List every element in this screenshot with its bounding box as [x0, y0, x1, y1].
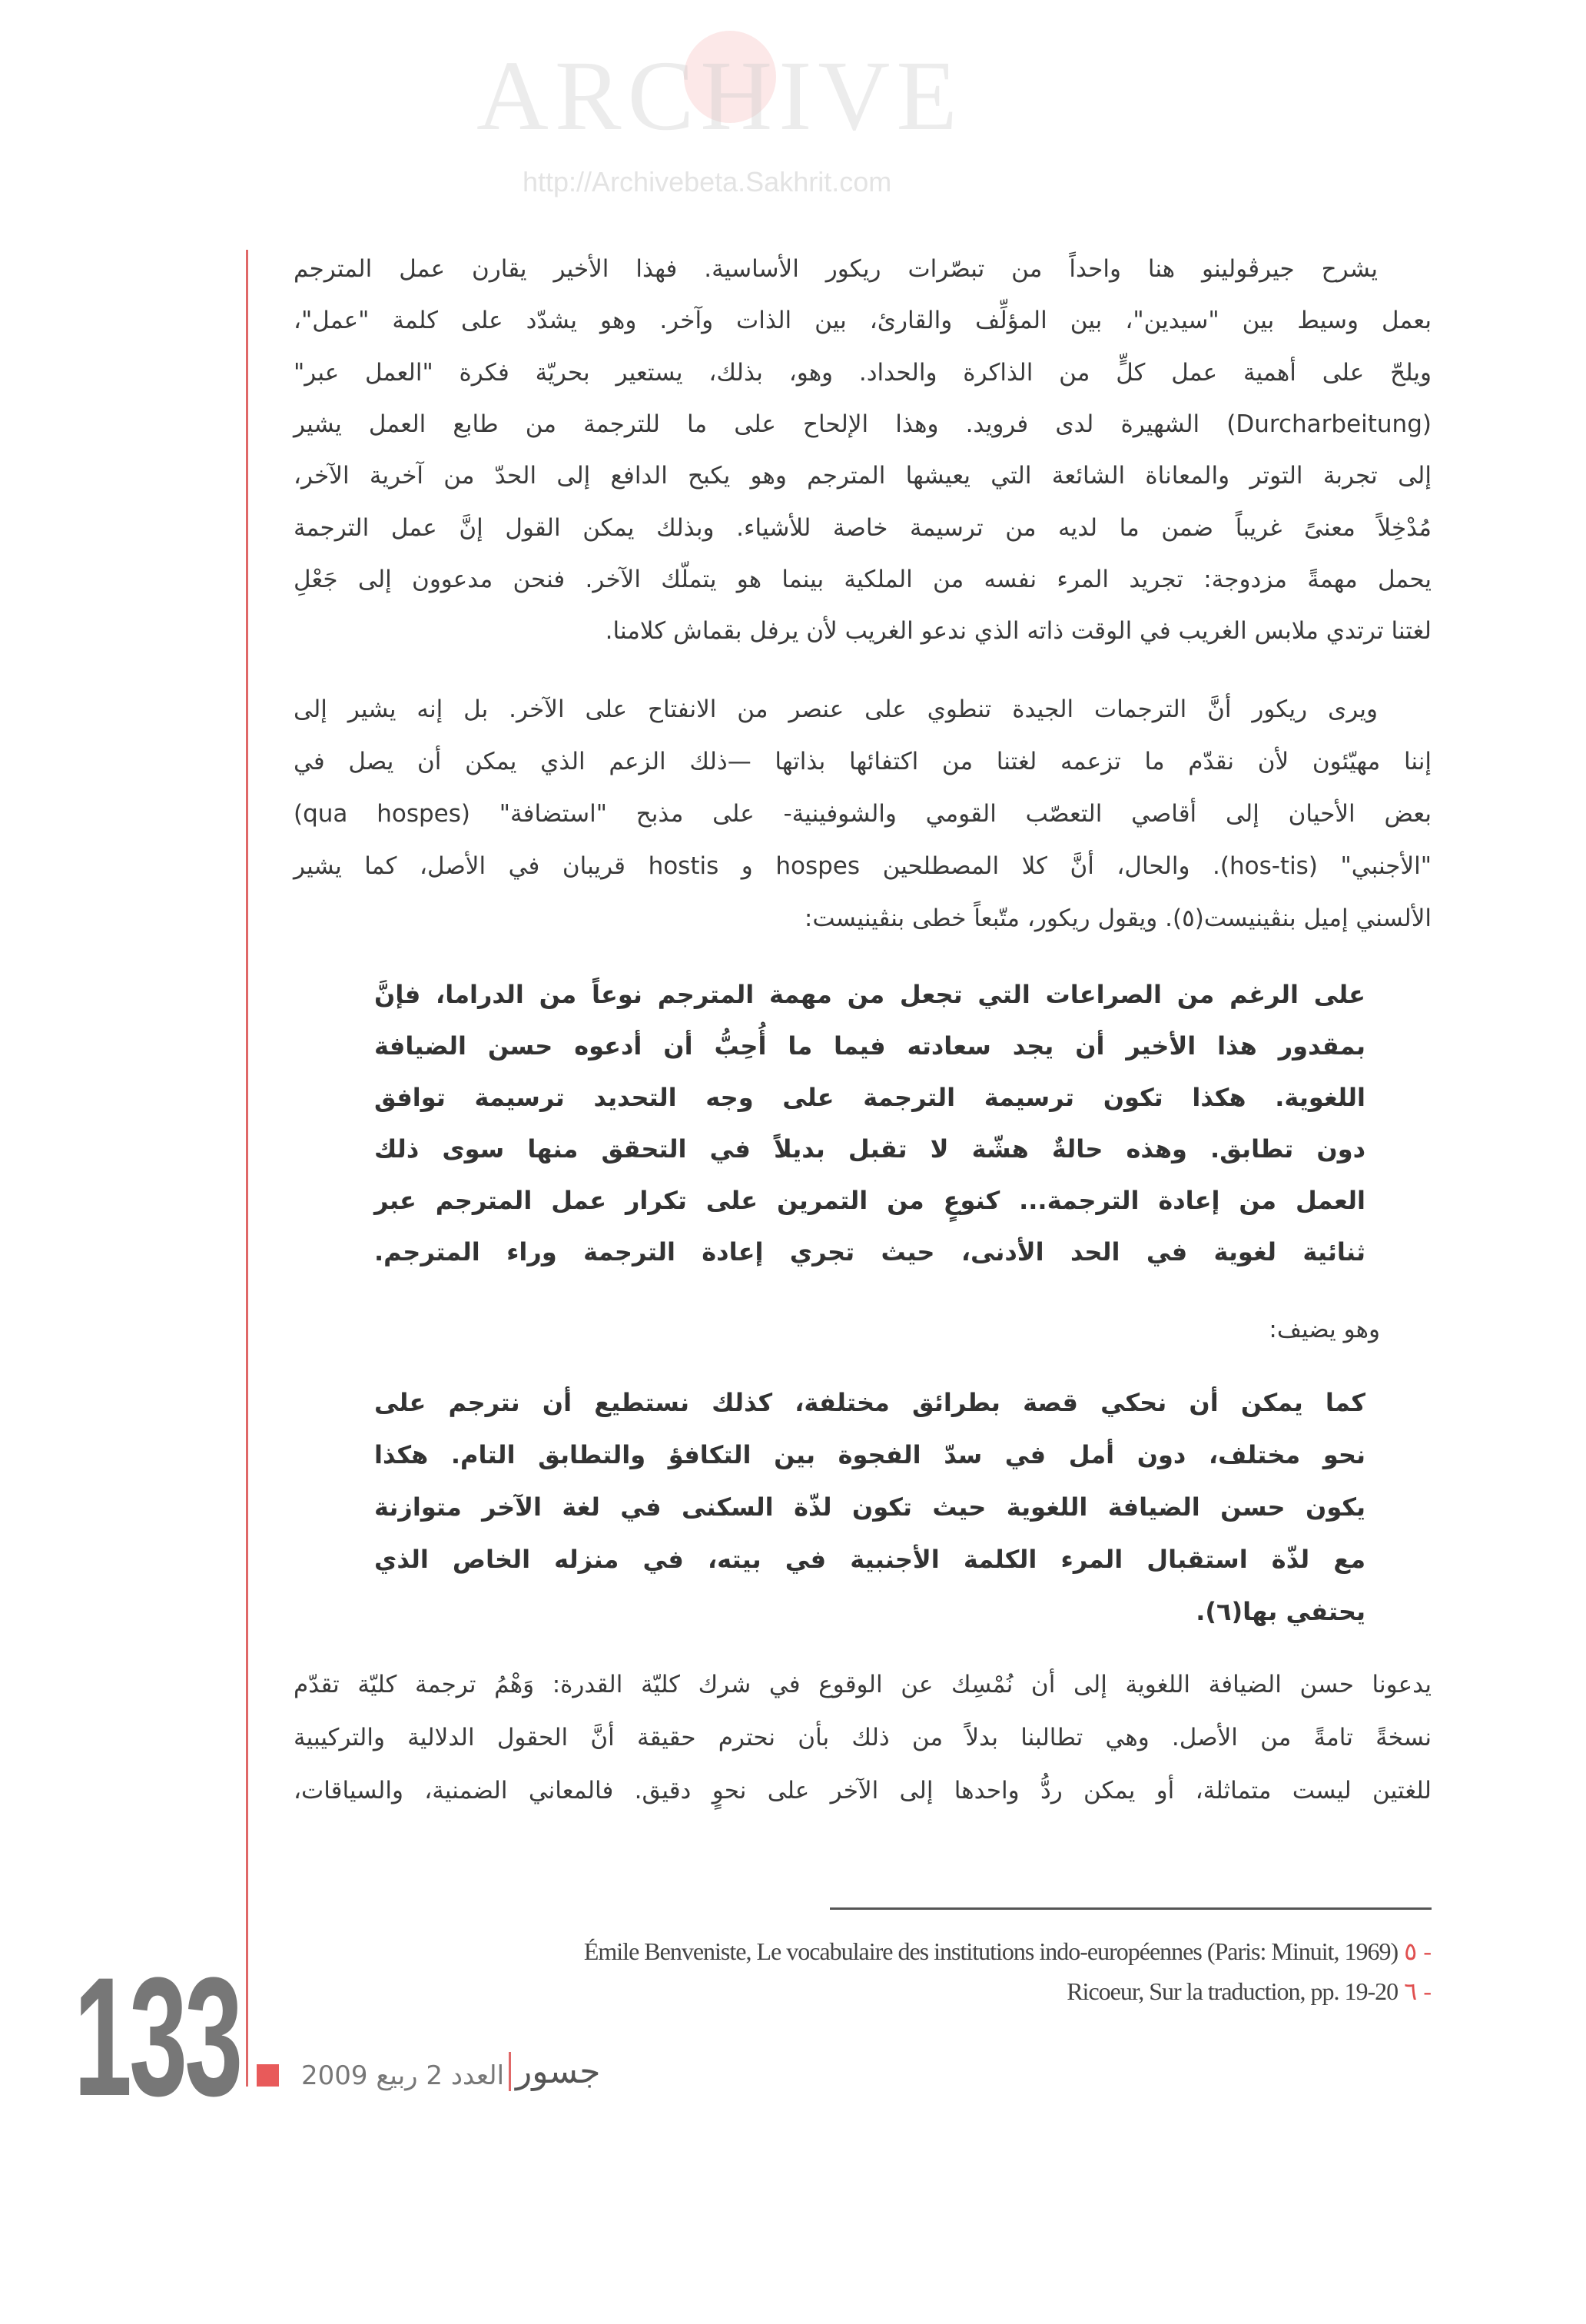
text-line: مُدْخِلاً معنىً غريباً ضمن ما لديه من ترسيمة خاصة للأشياء. وبذلك يمكن القول إنَّ عمل الترجمة — [294, 513, 1432, 542]
text-line: الألسني إميل بنڤينيست(٥). ويقول ريكور، متّبعاً خطى بنڤينيست: — [804, 905, 1432, 932]
text-line: بمقدور هذا الأخير أن يجد سعادته فيما ما أُحِبُّ أن أدعوه حسن الضيافة — [374, 1031, 1365, 1061]
margin-red-rule — [246, 250, 248, 2087]
interlude-text: وهو يضيف: — [1269, 1316, 1380, 1343]
text-line: "الأجنبي" (hos-tis). والحال، أنَّ كلا المصطلحين hospes و hostis قريبان في الأصل، كما يشير — [294, 852, 1432, 880]
text-line: ويلحّ على أهمية عمل كلٍّ من الذاكرة والحداد. وهو، بذلك، يستعير بحريّة فكرة "العمل عبر" — [294, 358, 1432, 387]
footnote-number: ٥ - — [1404, 1937, 1432, 1965]
text-line: ثنائية لغوية في الحد الأدنى، حيث تجري إعادة الترجمة وراء المترجم. — [374, 1237, 1365, 1267]
footnote-text: Ricoeur, Sur la traduction, pp. 19-20 — [1067, 1977, 1399, 2005]
red-square-marker — [257, 2064, 279, 2087]
text-line: كما يمكن أن نحكي قصة بطرائق مختلفة، كذلك نستطيع أن نترجم على — [374, 1388, 1365, 1417]
text-line: يكون حسن الضيافة اللغوية حيث تكون لذّة السكنى في لغة الآخر متوازنة — [374, 1492, 1365, 1522]
text-line: على الرغم من الصراعات التي تجعل من مهمة المترجم نوعاً من الدراما، فإنَّ — [374, 980, 1365, 1009]
magazine-name: جسور — [509, 2052, 600, 2091]
footnote-number: ٦ - — [1404, 1977, 1432, 2005]
text-line: بعمل وسيط بين "سيدين"، بين المؤلِّف والقارئ، بين الذات وآخر. وهو يشدّد على كلمة "عمل"، — [294, 307, 1432, 335]
footer-issue-info — [301, 2052, 600, 2091]
text-line: إننا مهيّئون لأن نقدّم ما تزعمه لغتنا من اكتفائها بذاتها —ذلك الزعم الذي يمكن أن يصل في — [294, 748, 1432, 775]
text-line: العمل من إعادة الترجمة... كنوعٍ من التمرين على تكرار عمل المترجم عبر — [374, 1186, 1365, 1215]
text-line: بعض الأحيان إلى أقاصي التعصّب القومي والشوفينية- على مذبح "استضافة" (qua hospes) — [294, 800, 1432, 828]
footnote-5 — [584, 1937, 1432, 1966]
footnote-6 — [1067, 1977, 1432, 2006]
watermark-url: http://Archivebeta.Sakhrit.com — [523, 166, 892, 198]
text-line: ويرى ريكور أنَّ الترجمات الجيدة تنطوي على عنصر من الانفتاح على الآخر. بل إنه يشير إلى — [294, 696, 1378, 723]
footnote-divider — [830, 1907, 1432, 1910]
text-line: (Durcharbeitung) الشهيرة لدى فرويد. وهذا الإلحاح على ما للترجمة من طابع العمل يشير — [294, 410, 1432, 438]
page-number: 133 — [74, 1942, 241, 2131]
text-line: للغتين ليست متماثلة، أو يمكن ردُّ واحدها إلى الآخر على نحوٍ دقيق. فالمعاني الضمنية، والسياقات، — [294, 1777, 1432, 1804]
text-line: إلى تجربة التوتر والمعاناة الشائعة التي يعيشها المترجم وهو يكبح الدافع إلى الحدّ من آخرية الآخر، — [294, 462, 1432, 490]
text-line: دون تطابق. وهذه حالةٌ هشّة لا تقبل بديلاً في التحقق منها سوى ذلك — [374, 1134, 1365, 1164]
text-line: نحو مختلف، دون أمل في سدّ الفجوة بين التكافؤ والتطابق التام. هكذا — [374, 1440, 1365, 1469]
text-line: نسخةً تامةً من الأصل. وهي تطالبنا بدلاً من ذلك بأن نحترم حقيقة أنَّ الحقول الدلالية والتركيبية — [294, 1724, 1432, 1751]
text-line: يحمل مهمةً مزدوجة: تجريد المرء نفسه من الملكية بينما هو يتملّك الآخر. فنحن مدعوون إلى جَعْلِ — [294, 565, 1432, 593]
issue-label: العدد 2 ربيع 2009 — [301, 2060, 505, 2091]
text-line: يشرح جيرڤولينو هنا واحداً من تبصّرات ريكور الأساسية. فهذا الأخير يقارن عمل المترجم — [294, 255, 1378, 283]
watermark-text: ARCHIVE — [476, 41, 964, 151]
text-line: يدعونا حسن الضيافة اللغوية إلى أن نُمْسِك عن الوقوع في شرك كليّة القدرة: وَهْمُ ترجمة كليّة تقدّم — [294, 1671, 1432, 1698]
footnote-text: Émile Benveniste, Le vocabulaire des institutions indo-européennes (Paris: Minuit, 1969) — [583, 1937, 1399, 1965]
text-line: اللغوية. هكذا تكون ترسيمة الترجمة على وجه التحديد ترسيمة توافق — [374, 1083, 1365, 1112]
text-line: مع لذّة استقبال المرء الكلمة الأجنبية في بيته، في منزله الخاص الذي — [374, 1545, 1365, 1574]
text-line: يحتفي بها(٦). — [1196, 1597, 1365, 1626]
text-line: لغتنا ترتدي ملابس الغريب في الوقت ذاته الذي ندعو الغريب لأن يرفل بقماش كلامنا. — [605, 617, 1432, 646]
